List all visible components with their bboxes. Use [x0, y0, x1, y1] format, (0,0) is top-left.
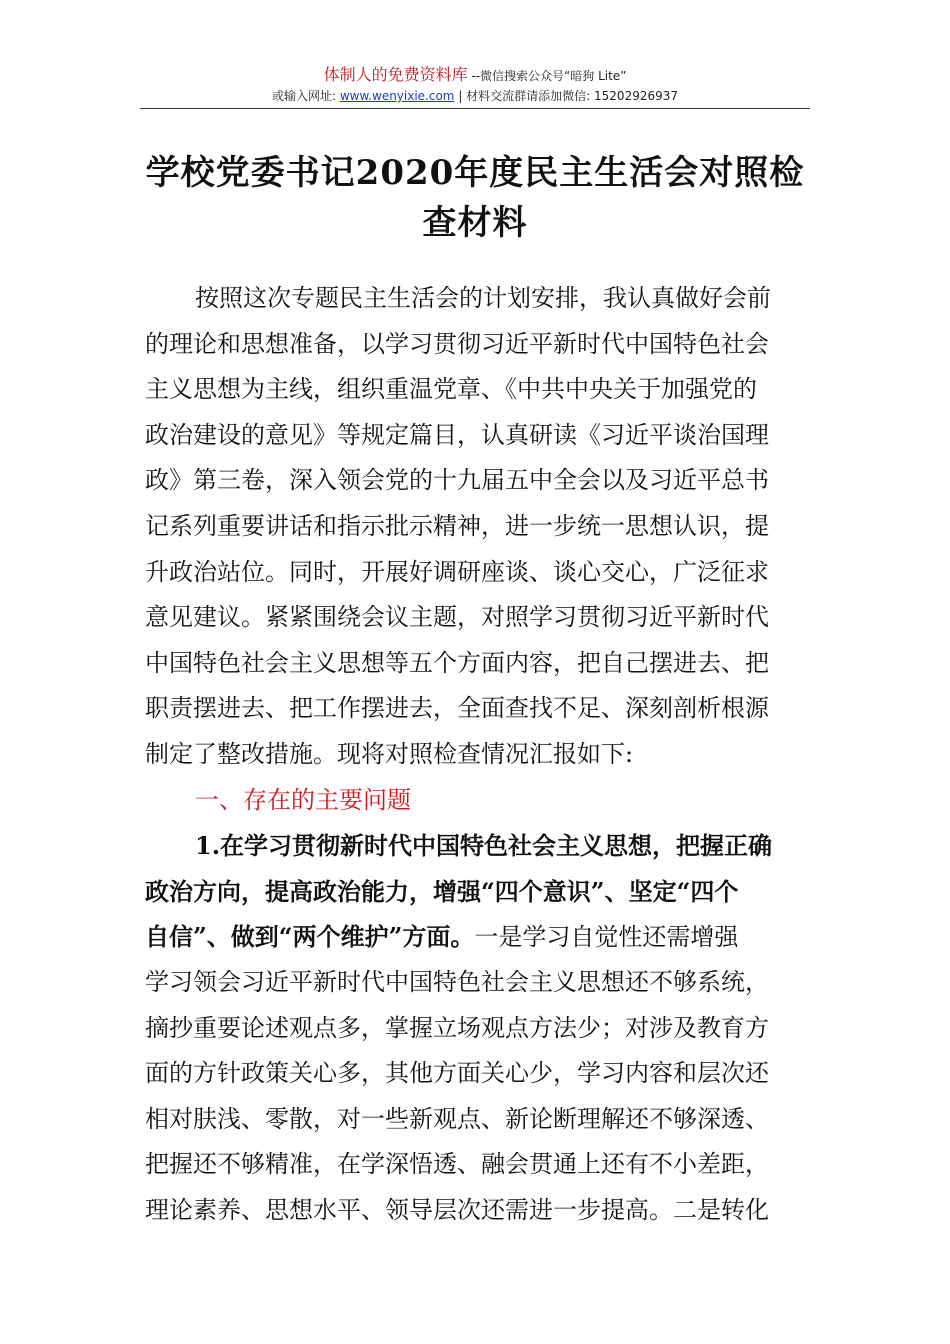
- title-line-1: 学校党委书记2020年度民主生活会对照检: [145, 153, 805, 193]
- document-body: [145, 276, 810, 1233]
- paragraph-line: 主义思想为主线，组织重温党章、《中共中央关于加强党的: [145, 375, 757, 404]
- paragraph-line: 政治建设的意见》等规定篇目，认真研读《习近平谈治国理: [145, 420, 769, 449]
- section-heading: 一、存在的主要问题: [195, 785, 411, 814]
- paragraph-line: 学习领会习近平新时代中国特色社会主义思想还不够系统，: [145, 967, 769, 996]
- header-url-suffix: | 材料交流群请添加微信: 15202926937: [454, 89, 679, 103]
- paragraph-line: 摘抄重要论述观点多，掌握立场观点方法少；对涉及教育方: [145, 1013, 769, 1042]
- header-url-prefix: 或输入网址:: [271, 89, 340, 103]
- paragraph-line: 理论素养、思想水平、领导层次还需进一步提高。二是转化: [145, 1195, 769, 1224]
- item-heading-line-mixed: [145, 914, 810, 960]
- paragraph-line: 的理论和思想准备，以学习贯彻习近平新时代中国特色社会: [145, 329, 769, 358]
- header-note: --微信搜索公众号“暗狗 Lite”: [467, 69, 627, 83]
- paragraph-line: 升政治站位。同时，开展好调研座谈、谈心交心，广泛征求: [145, 557, 769, 586]
- paragraph-line: 相对肤浅、零散，对一些新观点、新论断理解还不够深透、: [145, 1104, 769, 1133]
- item-heading-bold: 自信”、做到“两个维护”方面。: [145, 922, 475, 952]
- paragraph-line: 面的方针政策关心多，其他方面关心少，学习内容和层次还: [145, 1059, 769, 1088]
- item-heading-line: 政治方向，提高政治能力，增强“四个意识”、坚定“四个: [145, 876, 739, 906]
- paragraph-line: 中国特色社会主义思想等五个方面内容，把自己摆进去、把: [145, 648, 769, 677]
- paragraph-line: 把握还不够精准，在学深悟透、融会贯通上还有不小差距，: [145, 1150, 769, 1179]
- title-line-2: 查材料: [422, 203, 528, 243]
- header-brand: 体制人的免费资料库: [323, 65, 468, 84]
- header-website-link[interactable]: www.wenyixie.com: [339, 89, 455, 103]
- item-text: 一是学习自觉性还需增强: [474, 923, 739, 952]
- header-line-2: [140, 87, 810, 105]
- paragraph-line: 意见建议。紧紧围绕会议主题，对照学习贯彻习近平新时代: [145, 603, 769, 632]
- item-heading-line: 1.在学习贯彻新时代中国特色社会主义思想，把握正确: [195, 831, 773, 861]
- paragraph-line: 按照这次专题民主生活会的计划安排，我认真做好会前: [195, 284, 771, 312]
- header-divider: [140, 108, 810, 109]
- paragraph-line: 职责摆进去、把工作摆进去，全面查找不足、深刻剖析根源: [145, 694, 769, 723]
- paragraph-line: 制定了整改措施。现将对照检查情况汇报如下:: [145, 739, 634, 768]
- paragraph-line: 政》第三卷，深入领会党的十九届五中全会以及习近平总书: [145, 466, 769, 495]
- header-line-1: [140, 64, 810, 87]
- document-header: [140, 64, 810, 105]
- document-title: [120, 148, 830, 248]
- paragraph-line: 记系列重要讲话和指示批示精神，进一步统一思想认识，提: [145, 511, 769, 540]
